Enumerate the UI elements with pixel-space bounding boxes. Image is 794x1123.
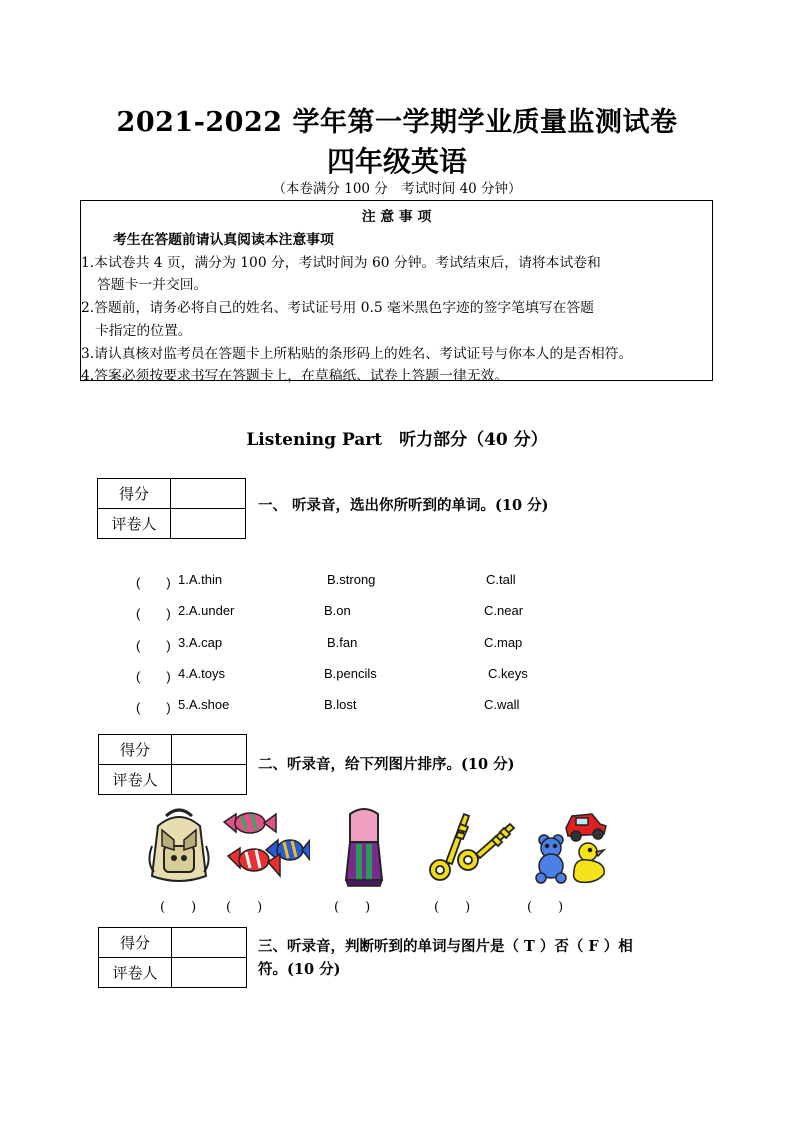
score-field[interactable]: [171, 479, 246, 509]
option-a: 4.A.toys: [178, 666, 225, 681]
marker-label: 评卷人: [99, 958, 172, 988]
option-c: C.wall: [484, 697, 520, 712]
notice-line-1: 1.本试卷共 4 页，满分为 100 分，考试时间为 60 分钟。考试结束后，请将本试卷和: [81, 255, 601, 271]
notice-line-2b: 卡指定的位置。: [95, 323, 192, 339]
section-3-title-line2: 符。(10 分): [258, 961, 341, 978]
notice-box: [80, 200, 713, 384]
part-title: Listening Part 听力部分（40 分）: [246, 430, 548, 450]
keys-icon: [424, 806, 520, 886]
answer-blank[interactable]: ( ): [136, 700, 171, 715]
answer-blank[interactable]: ( ): [136, 669, 171, 684]
exam-title: 2021-2022 学年第一学期学业质量监测试卷: [116, 107, 678, 138]
image-blank-5[interactable]: ( ): [527, 900, 564, 915]
notice-heading: 注 意 事 项: [361, 209, 432, 225]
marker-field[interactable]: [172, 958, 247, 988]
score-field[interactable]: [172, 735, 247, 765]
score-label: 得分: [98, 479, 171, 509]
notice-line-2: 2.答题前，请务必将自己的姓名、考试证号用 0.5 毫米黑色字迹的签字笔填写在答题: [81, 300, 594, 316]
marker-label: 评卷人: [99, 765, 172, 795]
image-blank-2[interactable]: ( ): [226, 900, 263, 915]
score-box-1: [97, 478, 246, 539]
option-b: B.fan: [327, 635, 358, 650]
option-a: 2.A.under: [178, 603, 235, 618]
section-1-title: 一、 听录音，选出你所听到的单词。(10 分): [258, 497, 549, 514]
answer-blank[interactable]: ( ): [136, 575, 171, 590]
image-blank-1[interactable]: ( ): [160, 900, 197, 915]
answer-blank[interactable]: ( ): [136, 606, 171, 621]
image-blank-4[interactable]: ( ): [434, 900, 471, 915]
marker-field[interactable]: [172, 765, 247, 795]
marker-field[interactable]: [171, 509, 246, 539]
option-a: 5.A.shoe: [178, 697, 230, 712]
option-b: B.pencils: [324, 666, 377, 681]
section-2-title: 二、听录音，给下列图片排序。(10 分): [258, 756, 515, 773]
score-field[interactable]: [172, 928, 247, 958]
notice-line-3: 3.请认真核对监考员在答题卡上所粘贴的条形码上的姓名、考试证号与你本人的是否相符。: [81, 346, 633, 362]
option-c: C.map: [484, 635, 523, 650]
candies-icon: [222, 810, 310, 884]
option-a: 1.A.thin: [178, 572, 223, 587]
option-c: C.near: [484, 603, 524, 618]
option-b: B.on: [324, 603, 351, 618]
exam-subtitle: 四年级英语: [326, 145, 467, 178]
score-label: 得分: [99, 735, 172, 765]
score-label: 得分: [99, 928, 172, 958]
score-box-3: [98, 927, 247, 988]
section-3-title-line1: 三、听录音，判断听到的单词与图片是（ T ）否（ F ）相: [258, 938, 633, 955]
marker-label: 评卷人: [98, 509, 171, 539]
exam-meta: （本卷满分 100 分 考试时间 40 分钟）: [272, 181, 522, 197]
option-c: C.tall: [486, 572, 516, 587]
answer-blank[interactable]: ( ): [136, 638, 171, 653]
notice-line-1b: 答题卡一并交回。: [97, 277, 208, 293]
option-b: B.strong: [327, 572, 376, 587]
image-blank-3[interactable]: ( ): [334, 900, 371, 915]
option-b: B.lost: [324, 697, 357, 712]
score-box-2: [98, 734, 247, 795]
notice-line-4: 4.答案必须按要求书写在答题卡上，在草稿纸、试卷上答题一律无效。: [81, 368, 509, 384]
option-a: 3.A.cap: [178, 635, 223, 650]
toys-icon: [530, 806, 612, 886]
option-c: C.keys: [488, 666, 528, 681]
pencil-case-icon: [340, 806, 388, 888]
backpack-icon: [144, 806, 214, 884]
notice-lead: 考生在答题前请认真阅读本注意事项: [113, 232, 334, 248]
